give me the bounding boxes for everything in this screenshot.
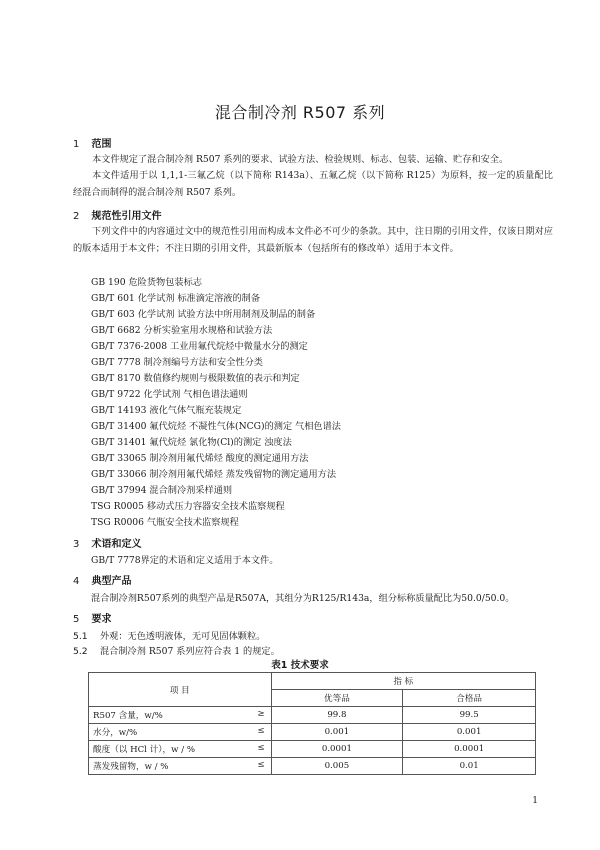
section-1-paragraph-1: 本文件规定了混合制冷剂 R507 系列的要求、试验方法、检验规则、标志、包装、运输、贮存和安全。	[92, 154, 509, 165]
section-2-title: 规范性引用文件	[91, 211, 162, 222]
row-value-premium: 0.001	[271, 724, 403, 741]
row-comparator: ≤	[257, 760, 265, 770]
row-value-premium: 0.005	[271, 758, 403, 775]
header-grade-premium: 优等品	[271, 690, 403, 707]
row-name-cell	[89, 758, 272, 775]
section-3-title: 术语和定义	[91, 539, 142, 550]
section-3-text: GB/T 7778界定的术语和定义适用于本文件。	[91, 555, 279, 566]
table-row	[89, 758, 536, 775]
technical-requirements-table	[88, 672, 536, 775]
row-name: 水分，w/%	[93, 728, 138, 738]
section-4-number: 4	[73, 576, 80, 587]
reference-item: GB/T 9722 化学试剂 气相色谱法通则	[91, 389, 248, 400]
row-value-qualified: 0.01	[403, 758, 536, 775]
clause-5-1	[73, 628, 265, 642]
row-name-cell	[89, 724, 272, 741]
row-comparator: ≤	[257, 726, 265, 736]
reference-item: GB/T 6682 分析实验室用水规格和试验方法	[91, 325, 273, 336]
row-value-premium: 99.8	[271, 707, 403, 724]
row-value-qualified: 0.001	[403, 724, 536, 741]
section-2-intro: 下列文件中的内容通过文中的规范性引用而构成本文件必不可少的条款。其中，注日期的引用文件，仅该日期对应的版本适用于本文件；不注日期的引用文件，其最新版本（包括所有的修改单）适用于本文件。	[73, 226, 553, 254]
clause-5-2-number: 5.2	[73, 646, 88, 657]
clause-5-1-number: 5.1	[73, 631, 88, 642]
header-item: 项 目	[89, 673, 272, 707]
row-name: 酸度（以 HCl 计），w / %	[93, 745, 196, 755]
reference-item: GB/T 7376-2008 工业用氟代烷烃中微量水分的测定	[91, 341, 308, 352]
section-3-number: 3	[73, 539, 80, 550]
clause-5-2	[73, 643, 280, 657]
row-name-cell	[89, 741, 272, 758]
table-caption: 表1 技术要求	[271, 660, 329, 671]
section-3-heading	[73, 535, 141, 550]
section-5-number: 5	[73, 614, 80, 625]
row-name: R507 含量，w/%	[93, 711, 163, 721]
section-1-title: 范围	[91, 139, 112, 150]
reference-item: TSG R0005 移动式压力容器安全技术监察规程	[91, 501, 285, 512]
table-row	[89, 741, 536, 758]
row-value-qualified: 0.0001	[403, 741, 536, 758]
page-number: 1	[532, 796, 538, 806]
section-1-heading	[73, 135, 111, 150]
section-5-title: 要求	[91, 614, 112, 625]
row-comparator: ≤	[257, 743, 265, 753]
reference-item: GB/T 8170 数值修约规则与极限数值的表示和判定	[91, 373, 300, 384]
section-2-number: 2	[73, 211, 80, 222]
document-title: 混合制冷剂 R507 系列	[214, 103, 386, 122]
clause-5-1-text: 外观：无色透明液体，无可见固体颗粒。	[100, 631, 266, 642]
row-name: 蒸发残留物，w / %	[93, 762, 169, 772]
reference-item: GB/T 601 化学试剂 标准滴定溶液的制备	[91, 293, 261, 304]
reference-item: GB/T 31400 氟代烷烃 不凝性气体(NCG)的测定 气相色谱法	[91, 421, 341, 432]
row-name-cell	[89, 707, 272, 724]
row-comparator: ≥	[257, 709, 265, 719]
table-row	[89, 724, 536, 741]
section-2-heading	[73, 207, 161, 222]
table-row	[89, 707, 536, 724]
section-4-title: 典型产品	[91, 576, 132, 587]
reference-item: GB/T 33066 制冷剂用氟代烯烃 蒸发残留物的测定通用方法	[91, 469, 337, 480]
section-5-heading	[73, 610, 111, 625]
header-grade-qualified: 合格品	[403, 690, 536, 707]
clause-5-2-text: 混合制冷剂 R507 系列应符合表 1 的规定。	[100, 646, 280, 657]
reference-item: TSG R0006 气瓶安全技术监察规程	[91, 517, 239, 528]
header-index: 指 标	[271, 673, 535, 690]
reference-item: GB/T 14193 液化气体气瓶充装规定	[91, 405, 242, 416]
reference-item: GB/T 603 化学试剂 试验方法中所用制剂及制品的制备	[91, 309, 316, 320]
reference-item: GB/T 31401 氟代烷烃 氯化物(Cl)的测定 浊度法	[91, 437, 292, 448]
section-4-text: 混合制冷剂R507系列的典型产品是R507A，其组分为R125/R143a，组分标称质量配比为50.0/50.0。	[91, 593, 515, 604]
row-value-qualified: 99.5	[403, 707, 536, 724]
reference-item: GB/T 7778 制冷剂编号方法和安全性分类	[91, 357, 263, 368]
row-value-premium: 0.0001	[271, 741, 403, 758]
section-1-paragraph-2: 本文件适用于以 1,1,1-三氟乙烷（以下简称 R143a）、五氟乙烷（以下简称 R125）为原料，按一定的质量配比经混合而制得的混合制冷剂 R507 系列。	[73, 170, 553, 198]
reference-item: GB/T 33065 制冷剂用氟代烯烃 酸度的测定通用方法	[91, 453, 309, 464]
reference-item: GB 190 危险货物包装标志	[91, 277, 202, 288]
reference-item: GB/T 37994 混合制冷剂采样通则	[91, 485, 233, 496]
section-1-number: 1	[73, 139, 80, 150]
table-header-row	[89, 673, 536, 690]
section-4-heading	[73, 572, 131, 587]
